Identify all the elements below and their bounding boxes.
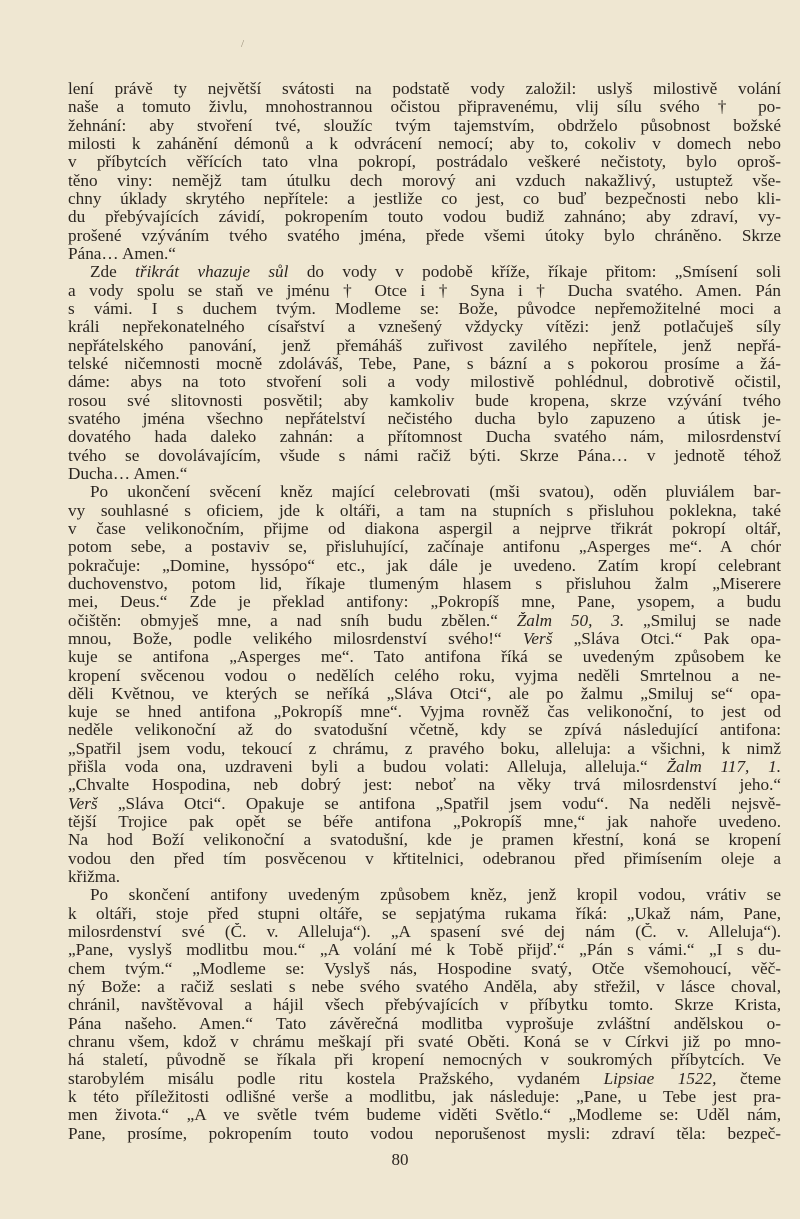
text-line: kropení svěcenou vodou o nedělích celého roku, vyjma neděli Smrtelnou a ne-	[68, 666, 781, 685]
text-line: telské ničemnosti mocně zdoláváš, Tebe, Pane, s bázní a s pokorou prosíme a žá-	[68, 354, 781, 373]
text-line: Ducha… Amen.“	[68, 464, 188, 483]
text-line: křižma.	[68, 868, 121, 887]
italic-text: Žalm 50, 3.	[516, 611, 625, 630]
text-line: tvého se dovolávajícím, všude s námi račiž býti. Skrze Pána… v jednotě téhož	[68, 446, 781, 465]
italic-text: Žalm 117, 1.	[666, 758, 781, 777]
text-line: děli Květnou, ve kterých se neříká „Sláva Otci“, ale po žalmu „Smiluj se“ opa-	[68, 684, 781, 703]
page-number: 80	[391, 1150, 409, 1169]
text-line: prošené vzýváním tvého svatého jména, přede všemi útoky bylo chráněno. Skrze	[68, 226, 781, 245]
text-line: pokračuje: „Domine, hyssópo“ etc., jak dále je uvedeno. Zatím kropí celebrant	[68, 556, 781, 575]
text-line: chem tvým.“ „Modleme se: Vyslyš nás, Hospodine svatý, Otče všemohoucí, věč-	[68, 959, 781, 978]
text-line: chranu všem, kdož v chrámu meškají při svaté Oběti. Koná se v Církvi již po mno-	[68, 1033, 781, 1052]
text-line: mei, Deus.“ Zde je překlad antifony: „Pokropíš mne, Pane, ysopem, a budu	[68, 593, 781, 612]
text-line: ný Bože: a račiž seslati s nebe svého svatého Anděla, aby střežil, v lásce choval,	[68, 978, 781, 997]
text-line: chránil, navštěvoval a hájil všech přebývajících v příbytku tomto. Skrze Krista,	[68, 996, 781, 1015]
text-line: Pána… Amen.“	[68, 244, 176, 263]
text-segment: očištěn: obmyješ mne, a nad sníh budu zbělen.“	[68, 611, 517, 630]
text-line	[68, 758, 781, 776]
italic-text: Lipsiae 1522,	[603, 1069, 717, 1088]
italic-text: Verš	[522, 629, 553, 648]
text-segment: čteme	[716, 1069, 781, 1088]
text-line: žehnání: aby stvoření tvé, sloužíc tvým tajemstvím, obdrželo působnost božské	[68, 116, 781, 135]
text-line	[68, 1070, 781, 1088]
text-line: „Spatřil jsem vodu, tekoucí z chrámu, z pravého boku, alleluja: a všichni, k nimž	[68, 739, 781, 758]
text-line: k této příležitosti odlišné verše a modlitbu, jak následuje: „Pane, u Tebe jest pra-	[68, 1088, 781, 1107]
text-line: Pána našeho. Amen.“ Tato závěrečná modlitba vyprošuje zvláštní andělskou o-	[68, 1014, 781, 1033]
text-line: rosou své slitovnosti posvětil; aby kamkoliv bude kropena, skrze vzývání tvého	[68, 391, 781, 410]
text-line	[68, 630, 781, 648]
text-line: duchovenstvo, potom lid, říkaje tlumeným hlasem s přisluhou žalm „Miserere	[68, 574, 781, 593]
paragraph	[68, 483, 781, 886]
scan-mark: /	[241, 38, 245, 50]
text-segment: „Sláva Otci“. Opakuje se antifona „Spatřil jsem vodu“. Na neděli nejsvě-	[97, 794, 781, 813]
text-line	[68, 263, 781, 281]
text-line: Pane, prosíme, pokropením touto vodou neporušenost mysli: zdraví těla: bezpeč-	[68, 1124, 781, 1143]
text-line: v příbytcích věřících tato vlna pokropí, postrádalo veškeré nečistoty, bylo oproš-	[68, 153, 781, 172]
text-line: neděle velikonoční až do svatodušní včetně, kdy se zpívá následující antifona:	[68, 721, 781, 740]
text-line: Na hod Boží velikonoční a svatodušní, kde je pramen křestní, koná se kropení	[68, 831, 781, 850]
text-line	[68, 612, 781, 630]
body-text	[68, 80, 781, 1143]
text-line: chny úklady skrytého nepřítele: a jestliže co jest, co buď bezpečnosti nebo kli-	[68, 189, 781, 208]
text-line: „Pane, vyslyš modlitbu mou.“ „A volání mé k Tobě přijď.“ „Pán s vámi.“ „I s du-	[68, 941, 781, 960]
text-segment: „Smiluj se nade	[624, 611, 781, 630]
text-line: a vody spolu se staň ve jménu † Otce i † Syna i † Ducha svatého. Amen. Pán	[68, 281, 781, 300]
paragraph	[68, 80, 781, 263]
text-line: králi nepřekonatelného císařství a vznešený vždycky vítězi: jenž potlačuješ síly	[68, 318, 781, 337]
paragraph	[68, 263, 781, 483]
text-line: s vámi. I s duchem tvým. Modleme se: Bože, původce nepřemožitelné moci a	[68, 299, 781, 318]
text-line: milosrdenství své (Č. v. Alleluja“). „A spasení své dej nám (Č. v. Alleluja“).	[68, 923, 781, 942]
text-line: du přebývajících závidí, pokropením touto vodou budiž zahnáno; aby zdraví, vy-	[68, 208, 781, 227]
text-line: milosti k zahánění démonů a k odvrácení nemocí; aby to, cokoliv v domech nebo	[68, 134, 781, 153]
text-segment: přišla voda ona, uzdraveni byli a budou volati: Alleluja, alleluja.“	[68, 758, 667, 777]
text-line: vodou den před tím posvěcenou v křtitelnici, odebranou před přimísením oleje a	[68, 849, 781, 868]
text-line: potom sebe, a postaviv se, přisluhující, začínaje antifonu „Asperges me“. A chór	[68, 538, 781, 557]
text-line: há staletí, původně se říkala při kropení nemocných v soukromých příbytcích. Ve	[68, 1051, 781, 1070]
text-segment: mnou, Bože, podle velikého milosrdenství svého!“	[68, 629, 523, 648]
text-line: k oltáři, stoje před stupni oltáře, se sepjatýma rukama říká: „Ukaž nám, Pane,	[68, 904, 781, 923]
text-line: těno viny: nemějž tam útulku dech morový ani vzduch nakažlivý, ustuptež vše-	[68, 171, 781, 190]
text-line: tější Trojice pak opět se béře antifona „Pokropíš mne,“ jak nahoře uvedeno.	[68, 813, 781, 832]
text-segment: Zde	[90, 263, 136, 282]
text-segment: starobylém misálu podle ritu kostela Pražského, vydaném	[68, 1069, 604, 1088]
italic-text: Verš	[68, 794, 98, 813]
text-line: kuje se hned antifona „Pokropíš mne“. Vyjma rovněž čas velikonoční, to jest od	[68, 703, 781, 722]
text-line: nepřátelského panování, jenž přemáháš zuřivost zavilého nepřítele, jenž nepřá-	[68, 336, 781, 355]
paragraph	[68, 886, 781, 1143]
text-line: vy souhlasné s oficiem, jde k oltáři, a tam na stupních s přisluhou poklekna, také	[68, 501, 781, 520]
text-segment: do vody v podobě kříže, říkaje přitom: „Smísení soli	[288, 263, 781, 282]
text-segment: „Sláva Otci.“ Pak opa-	[552, 629, 781, 648]
text-line: Po ukončení svěcení kněz mající celebrovati (mši svatou), oděn pluviálem bar-	[90, 483, 781, 502]
text-line: v čase velikonočním, přijme od diakona aspergil a nejprve třikrát pokropí oltář,	[68, 519, 781, 538]
text-line: „Chvalte Hospodina, neb dobrý jest: neboť na věky trvá milosrdenství jeho.“	[68, 776, 781, 795]
text-line: men života.“ „A ve světle tvém budeme viděti Světlo.“ „Modleme se: Uděl nám,	[68, 1106, 781, 1125]
text-line: dovatého hada daleko zahnán: a přítomnost Ducha svatého nám, milosrdenství	[68, 428, 781, 447]
text-line	[68, 795, 781, 813]
text-line: kuje se antifona „Asperges me“. Tato antifona říká se uvedeným způsobem ke	[68, 648, 781, 667]
text-line: svatého jména všechno nepřátelství nečistého ducha bylo zapuzeno a útisk je-	[68, 409, 781, 428]
text-line: naše a tomuto živlu, mnohostrannou očistou připravenému, vlij sílu svého † po-	[68, 98, 781, 117]
italic-text: třikrát vhazuje sůl	[135, 263, 289, 282]
text-line: lení právě ty největší svátosti na podstatě vody založil: uslyš milostivě volání	[68, 80, 781, 98]
text-line: Po skončení antifony uvedeným způsobem kněz, jenž kropil vodou, vrátiv se	[90, 886, 781, 905]
text-line: dáme: abys na toto stvoření soli a vody milostivě pohlédnul, dobrotivě očistil,	[68, 373, 781, 392]
